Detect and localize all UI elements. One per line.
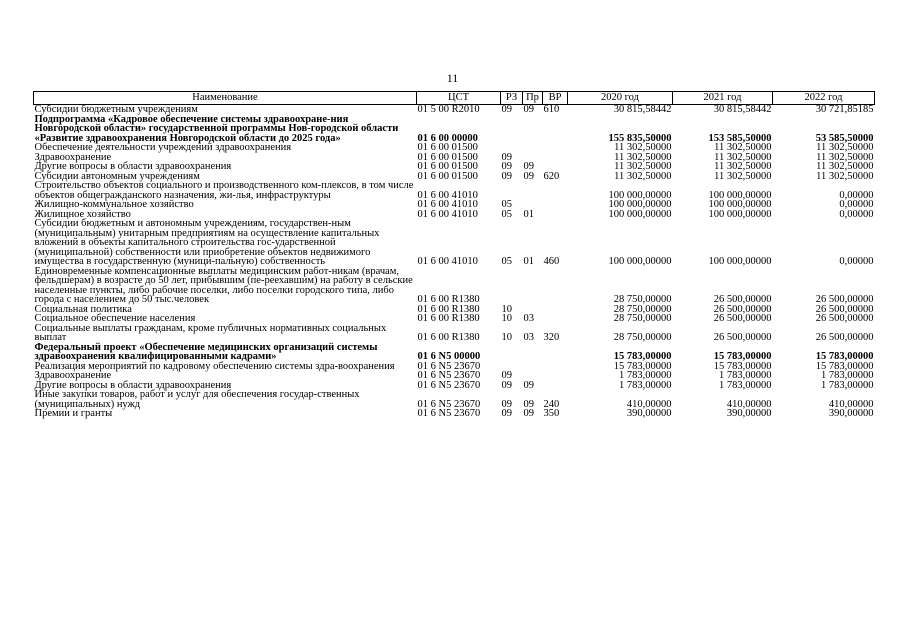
row-csr: 01 6 N5 23670 [417, 360, 481, 372]
row-2021: 100 000,00000 [708, 189, 772, 201]
row-vr [543, 200, 568, 210]
row-rz: 10 [501, 303, 512, 315]
header-vr: ВР [543, 92, 568, 105]
table-row [34, 219, 875, 267]
row-rz: 09 [501, 161, 512, 172]
row-2021: 390,00000 [726, 408, 772, 419]
row-2022: 26 500,00000 [815, 332, 874, 343]
table-row [34, 390, 875, 409]
row-2022: 1 783,00000 [821, 379, 874, 391]
row-2021: 100 000,00000 [708, 256, 772, 267]
row-csr: 01 6 N5 00000 [417, 351, 481, 362]
row-2022: 26 500,00000 [815, 313, 874, 324]
table-header-row [34, 92, 875, 105]
page-number: 11 [446, 71, 459, 85]
row-pr: 09 [523, 104, 534, 115]
row-csr: 01 5 00 R2010 [417, 104, 480, 115]
row-rz [501, 343, 523, 362]
row-pr [523, 343, 543, 362]
row-2020: 28 750,00000 [613, 294, 672, 305]
row-2020: 28 750,00000 [613, 332, 672, 343]
row-pr [523, 115, 543, 144]
header-pr: Пр [523, 92, 543, 105]
row-2022: 26 500,00000 [815, 303, 874, 315]
row-csr: 01 6 00 41010 [417, 208, 478, 220]
header-name: Наименование [34, 92, 417, 105]
row-pr [523, 267, 543, 305]
row-name: Федеральный проект «Обеспечение медицинских организаций системы здравоохранения квалифицированными кадрами» [34, 341, 378, 362]
row-2020: 100 000,00000 [608, 199, 672, 210]
row-vr [543, 343, 568, 362]
row-vr [543, 115, 568, 144]
row-name: Социальное обеспечение населения [34, 313, 196, 324]
row-vr [543, 267, 568, 305]
header-rz: РЗ [501, 92, 523, 105]
row-2022: 0,00000 [839, 189, 874, 201]
table-row [34, 105, 875, 115]
row-2022: 11 302,50000 [816, 142, 874, 153]
row-2020: 155 835,50000 [608, 132, 672, 144]
row-vr [543, 314, 568, 324]
row-vr [543, 143, 568, 153]
row-name: Субсидии бюджетным учреждениям [34, 104, 198, 115]
row-name: Подпрограмма «Кадровое обеспечение системы здравоохране-ния Новгородской области» государственной программы Нов-городской области «Развитие здравоохранения Новгородской области до 2025 года» [34, 113, 399, 144]
row-2021: 11 302,50000 [714, 142, 772, 153]
row-2020: 11 302,50000 [614, 142, 672, 153]
row-rz: 10 [501, 313, 512, 324]
row-csr: 01 6 00 41010 [417, 256, 478, 267]
row-2020: 390,00000 [626, 408, 672, 419]
row-pr [523, 143, 543, 153]
row-name: Здравоохранение [34, 370, 112, 381]
row-csr: 01 6 N5 23670 [417, 379, 481, 391]
row-rz [501, 267, 523, 305]
row-vr: 350 [543, 408, 560, 419]
row-2022: 410,00000 [828, 398, 874, 410]
row-2021: 26 500,00000 [713, 303, 772, 315]
row-csr: 01 6 00 R1380 [417, 294, 480, 305]
row-2021: 11 302,50000 [714, 170, 772, 182]
row-2022: 26 500,00000 [815, 294, 874, 305]
row-name: Другие вопросы в области здравоохранения [34, 379, 232, 391]
row-csr: 01 6 00 R1380 [417, 313, 480, 324]
row-name: Строительство объектов социального и производственного ком-плексов, в том числе объектов общегражданского назначения, жи-лья, инфраструктуры [34, 180, 414, 201]
row-2021: 15 783,00000 [713, 360, 772, 372]
row-pr: 09 [523, 408, 534, 419]
table-body [34, 105, 875, 419]
row-vr [543, 305, 568, 315]
row-pr: 09 [523, 170, 534, 182]
row-pr: 09 [523, 379, 534, 391]
row-rz: 05 [501, 199, 512, 210]
row-rz [501, 115, 523, 144]
row-csr: 01 6 00 41010 [417, 189, 478, 201]
row-csr: 01 6 00 41010 [417, 199, 478, 210]
row-csr: 01 6 N5 23670 [417, 408, 481, 419]
row-rz: 09 [501, 151, 512, 163]
row-csr: 01 6 00 01500 [417, 161, 478, 172]
row-2022: 11 302,50000 [816, 161, 874, 172]
row-2020: 15 783,00000 [613, 351, 672, 362]
row-csr: 01 6 00 01500 [417, 151, 478, 163]
row-2020: 11 302,50000 [614, 161, 672, 172]
row-rz: 09 [501, 379, 512, 391]
row-vr: 240 [543, 398, 560, 410]
table-row [34, 343, 875, 362]
row-name: Жилищное хозяйство [34, 208, 131, 220]
row-pr: 03 [523, 332, 534, 343]
row-2022: 390,00000 [828, 408, 874, 419]
row-2022: 0,00000 [839, 208, 874, 220]
row-vr [543, 371, 568, 381]
row-name: Субсидии бюджетным и автономным учреждениям, государствен-ным (муниципальным) унитарным предприятиям на осуществление капитальных вложений в объекты капитального строительства гос-ударственной (муниципальной) собственности или приобретение объектов недвижимого имущества в государственную (муници-пальную) собственность [34, 218, 380, 267]
row-2020: 28 750,00000 [613, 313, 672, 324]
row-csr: 01 6 00 R1380 [417, 303, 480, 315]
row-rz: 05 [501, 208, 512, 220]
row-csr: 01 6 N5 23670 [417, 370, 481, 381]
row-2022: 11 302,50000 [816, 151, 874, 163]
header-2022: 2022 год [773, 92, 875, 105]
row-2020: 100 000,00000 [608, 208, 672, 220]
row-csr: 01 6 N5 23670 [417, 398, 481, 410]
row-vr [543, 381, 568, 391]
row-rz: 09 [501, 170, 512, 182]
row-2022: 15 783,00000 [815, 351, 874, 362]
row-2021: 1 783,00000 [719, 370, 772, 381]
row-2022: 0,00000 [839, 199, 874, 210]
row-pr: 09 [523, 398, 534, 410]
row-rz: 10 [501, 332, 512, 343]
row-name: Жилищно-коммунальное хозяйство [34, 199, 194, 210]
row-2020: 15 783,00000 [613, 360, 672, 372]
row-vr [543, 153, 568, 163]
row-2022: 15 783,00000 [815, 360, 874, 372]
row-2021: 26 500,00000 [713, 294, 772, 305]
row-2021: 11 302,50000 [714, 161, 772, 172]
row-name: Субсидии автономным учреждениям [34, 170, 200, 182]
row-2020: 100 000,00000 [608, 189, 672, 201]
row-name: Обеспечение деятельности учреждений здравоохранения [34, 142, 292, 153]
row-2021: 100 000,00000 [708, 208, 772, 220]
row-rz: 09 [501, 370, 512, 381]
row-vr: 610 [543, 104, 560, 115]
row-csr: 01 6 00 01500 [417, 170, 478, 182]
row-2021: 153 585,50000 [708, 132, 772, 144]
row-name: Иные закупки товаров, работ и услуг для обеспечения государ-ственных (муниципальных) нужд [34, 389, 360, 410]
row-2022: 0,00000 [839, 256, 874, 267]
table-row [34, 267, 875, 305]
row-2021: 30 815,58442 [713, 104, 772, 115]
row-vr: 460 [543, 256, 560, 267]
row-2021: 1 783,00000 [719, 379, 772, 391]
row-rz: 05 [501, 256, 512, 267]
row-2020: 1 783,00000 [619, 379, 672, 391]
row-2021: 11 302,50000 [714, 151, 772, 163]
header-2021: 2021 год [673, 92, 773, 105]
row-2020: 100 000,00000 [608, 256, 672, 267]
table-row [34, 324, 875, 343]
row-csr: 01 6 00 01500 [417, 142, 478, 153]
row-name: Социальная политика [34, 303, 132, 315]
row-vr [543, 181, 568, 200]
header-csr: ЦСТ [417, 92, 501, 105]
row-vr [543, 362, 568, 372]
row-name: Премии и гранты [34, 408, 113, 419]
row-pr: 03 [523, 313, 534, 324]
table-row [34, 181, 875, 200]
row-pr [523, 181, 543, 200]
row-2022: 30 721,85185 [815, 104, 874, 115]
row-2022: 11 302,50000 [816, 170, 874, 182]
row-2022: 1 783,00000 [821, 370, 874, 381]
row-name: Здравоохранение [34, 151, 112, 163]
row-2020: 1 783,00000 [619, 370, 672, 381]
row-2020: 28 750,00000 [613, 303, 672, 315]
table-row [34, 409, 875, 419]
row-name: Другие вопросы в области здравоохранения [34, 161, 232, 172]
row-2021: 26 500,00000 [713, 332, 772, 343]
row-vr: 320 [543, 332, 560, 343]
row-2020: 410,00000 [626, 398, 672, 410]
row-pr: 01 [523, 256, 534, 267]
row-vr [543, 210, 568, 220]
row-2021: 15 783,00000 [713, 351, 772, 362]
header-2020: 2020 год [568, 92, 673, 105]
row-csr: 01 6 00 00000 [417, 132, 478, 144]
table-row [34, 115, 875, 144]
row-name: Социальные выплаты гражданам, кроме публичных нормативных социальных выплат [34, 322, 387, 343]
row-2021: 410,00000 [726, 398, 772, 410]
row-name: Единовременные компенсационные выплаты медицинским работ-никам (врачам, фельдшерам) в возрасте до 50 лет, прибывшим (пе-реехавшим) на работу в сельские населенные пункты, либо рабочие поселки, либо поселки городского типа, либо города с населением до 50 тыс.человек [34, 265, 413, 305]
row-2022: 53 585,50000 [815, 132, 874, 144]
row-vr: 620 [543, 170, 560, 182]
row-2020: 11 302,50000 [614, 151, 672, 163]
row-rz [501, 181, 523, 200]
row-rz: 09 [501, 408, 512, 419]
row-rz: 09 [501, 104, 512, 115]
row-2021: 100 000,00000 [708, 199, 772, 210]
budget-table [33, 91, 875, 419]
row-csr: 01 6 00 R1380 [417, 332, 480, 343]
row-2020: 30 815,58442 [613, 104, 672, 115]
row-name: Реализация мероприятий по кадровому обеспечению системы здра-воохранения [34, 360, 395, 372]
row-pr [523, 362, 543, 372]
row-2021: 26 500,00000 [713, 313, 772, 324]
row-pr: 09 [523, 161, 534, 172]
row-rz: 09 [501, 398, 512, 410]
row-2020: 11 302,50000 [614, 170, 672, 182]
row-pr: 01 [523, 208, 534, 220]
